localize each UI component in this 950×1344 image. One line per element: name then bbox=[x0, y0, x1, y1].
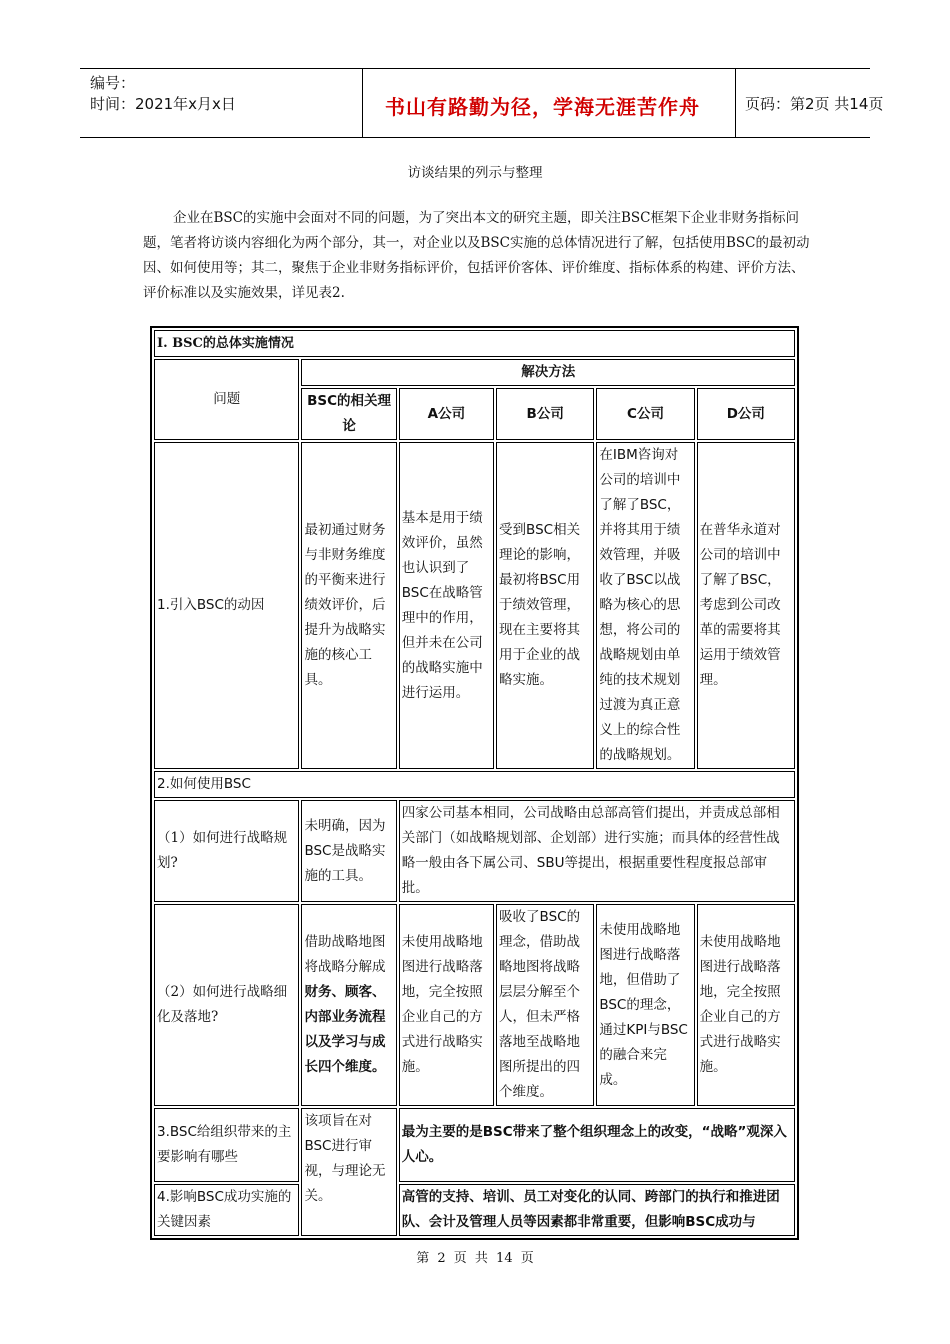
header-company-d: D公司 bbox=[697, 388, 795, 440]
page-header bbox=[80, 68, 884, 138]
theory-refinement-plain: 借助战略地图将战略分解成 bbox=[304, 934, 386, 975]
header-left bbox=[90, 73, 236, 115]
header-company-b: B公司 bbox=[496, 388, 594, 440]
companies-success-factors: 高管的支持、培训、员工对变化的认同、跨部门的执行和推进团队、会计及管理人员等因素都非常重要，但影响BSC成功与 bbox=[399, 1184, 795, 1236]
page-footer: 第 2 页 共 14 页 bbox=[416, 1251, 534, 1266]
theory-strategy-planning: 未明确，因为BSC是战略实施的工具。 bbox=[301, 800, 396, 902]
header-motto-cell bbox=[362, 69, 736, 137]
intro-paragraph: 企业在BSC的实施中会面对不同的问题，为了突出本文的研究主题，即关注BSC框架下企业非财务指标问题，笔者将访谈内容细化为两个部分，其一，对企业以及BSC实施的总体情况进行了解，包括使用BSC的最初动因、如何使用等；其二，聚焦于企业非财务指标评价，包括评价客体、评价维度、指标体系的构建、评价方法、评价标准以及实施效果，详见表2. bbox=[143, 210, 810, 301]
issue-success-factors: 4.影响BSC成功实施的关键因素 bbox=[154, 1184, 299, 1236]
issue-strategy-refinement: （2）如何进行战略细化及落地? bbox=[154, 904, 299, 1106]
company-b-refinement: 吸收了BSC的理念，借助战略地图将战略层层分解至个人，但未严格落地至战略地图所提出的四个维度。 bbox=[496, 904, 594, 1106]
table-row bbox=[154, 1108, 795, 1182]
issue-bsc-impact: 3.BSC给组织带来的主要影响有哪些 bbox=[154, 1108, 299, 1182]
header-issue: 问题 bbox=[154, 359, 299, 440]
header-motto: 书山有路勤为径，学海无涯苦作舟 bbox=[385, 95, 700, 119]
theory-motivation: 最初通过财务与非财务维度的平衡来进行绩效评价，后提升为战略实施的核心工具。 bbox=[301, 442, 396, 769]
company-c-motivation: 在IBM咨询对公司的培训中了解了BSC，并将其用于绩效管理，并吸收了BSC以战略为核心的思想，将公司的战略规划由单纯的技术规划过渡为真正意义上的综合性的战略规划。 bbox=[596, 442, 694, 769]
table-row bbox=[154, 904, 795, 1106]
theory-bsc-impact: 该项旨在对BSC进行审视，与理论无关。 bbox=[301, 1108, 396, 1236]
table-row bbox=[154, 800, 795, 902]
header-theory: BSC的相关理论 bbox=[301, 388, 396, 440]
header-company-a: A公司 bbox=[399, 388, 494, 440]
company-a-refinement: 未使用战略地图进行战略落地，完全按照企业自己的方式进行战略实施。 bbox=[399, 904, 494, 1106]
theory-strategy-refinement bbox=[301, 904, 396, 1106]
bsc-interview-table bbox=[150, 326, 799, 1240]
theory-refinement-bold: 财务、顾客、内部业务流程以及学习与成长四个维度。 bbox=[304, 984, 386, 1075]
issue-motivation: 1.引入BSC的动因 bbox=[154, 442, 299, 769]
number-label: 编号： bbox=[90, 74, 136, 92]
company-d-motivation: 在普华永道对公司的培训中了解了BSC，考虑到公司改革的需要将其运用于绩效管理。 bbox=[697, 442, 795, 769]
company-b-motivation: 受到BSC相关理论的影响，最初将BSC用于绩效管理，现在主要将其用于企业的战略实施。 bbox=[496, 442, 594, 769]
header-company-c: C公司 bbox=[596, 388, 694, 440]
issue-strategy-planning: （1）如何进行战略规划? bbox=[154, 800, 299, 902]
section-how-to-use: 2.如何使用BSC bbox=[154, 771, 795, 798]
table-row bbox=[154, 442, 795, 769]
document-title: 访谈结果的列示与整理 bbox=[407, 165, 543, 181]
time-label: 时间：2021年x月x日 bbox=[90, 95, 236, 113]
header-page-info: 页码：第2页 共14页 bbox=[745, 95, 884, 113]
companies-strategy-planning: 四家公司基本相同，公司战略由总部高管们提出，并责成总部相关部门（如战略规划部、企划部）进行实施；而具体的经营性战略一般由各下属公司、SBU等提出，根据重要性程度报总部审批。 bbox=[399, 800, 795, 902]
company-d-refinement: 未使用战略地图进行战略落地，完全按照企业自己的方式进行战略实施。 bbox=[697, 904, 795, 1106]
company-a-motivation: 基本是用于绩效评价，虽然也认识到了BSC在战略管理中的作用，但并未在公司的战略实施中进行运用。 bbox=[399, 442, 494, 769]
section-overall: Ⅰ. BSC的总体实施情况 bbox=[154, 330, 795, 357]
header-solution: 解决方法 bbox=[301, 359, 795, 386]
companies-bsc-impact: 最为主要的是BSC带来了整个组织理念上的改变，“战略”观深入人心。 bbox=[399, 1108, 795, 1182]
table-row bbox=[154, 1184, 795, 1236]
company-c-refinement: 未使用战略地图进行战略落地，但借助了BSC的理念，通过KPI与BSC的融合来完成。 bbox=[596, 904, 694, 1106]
